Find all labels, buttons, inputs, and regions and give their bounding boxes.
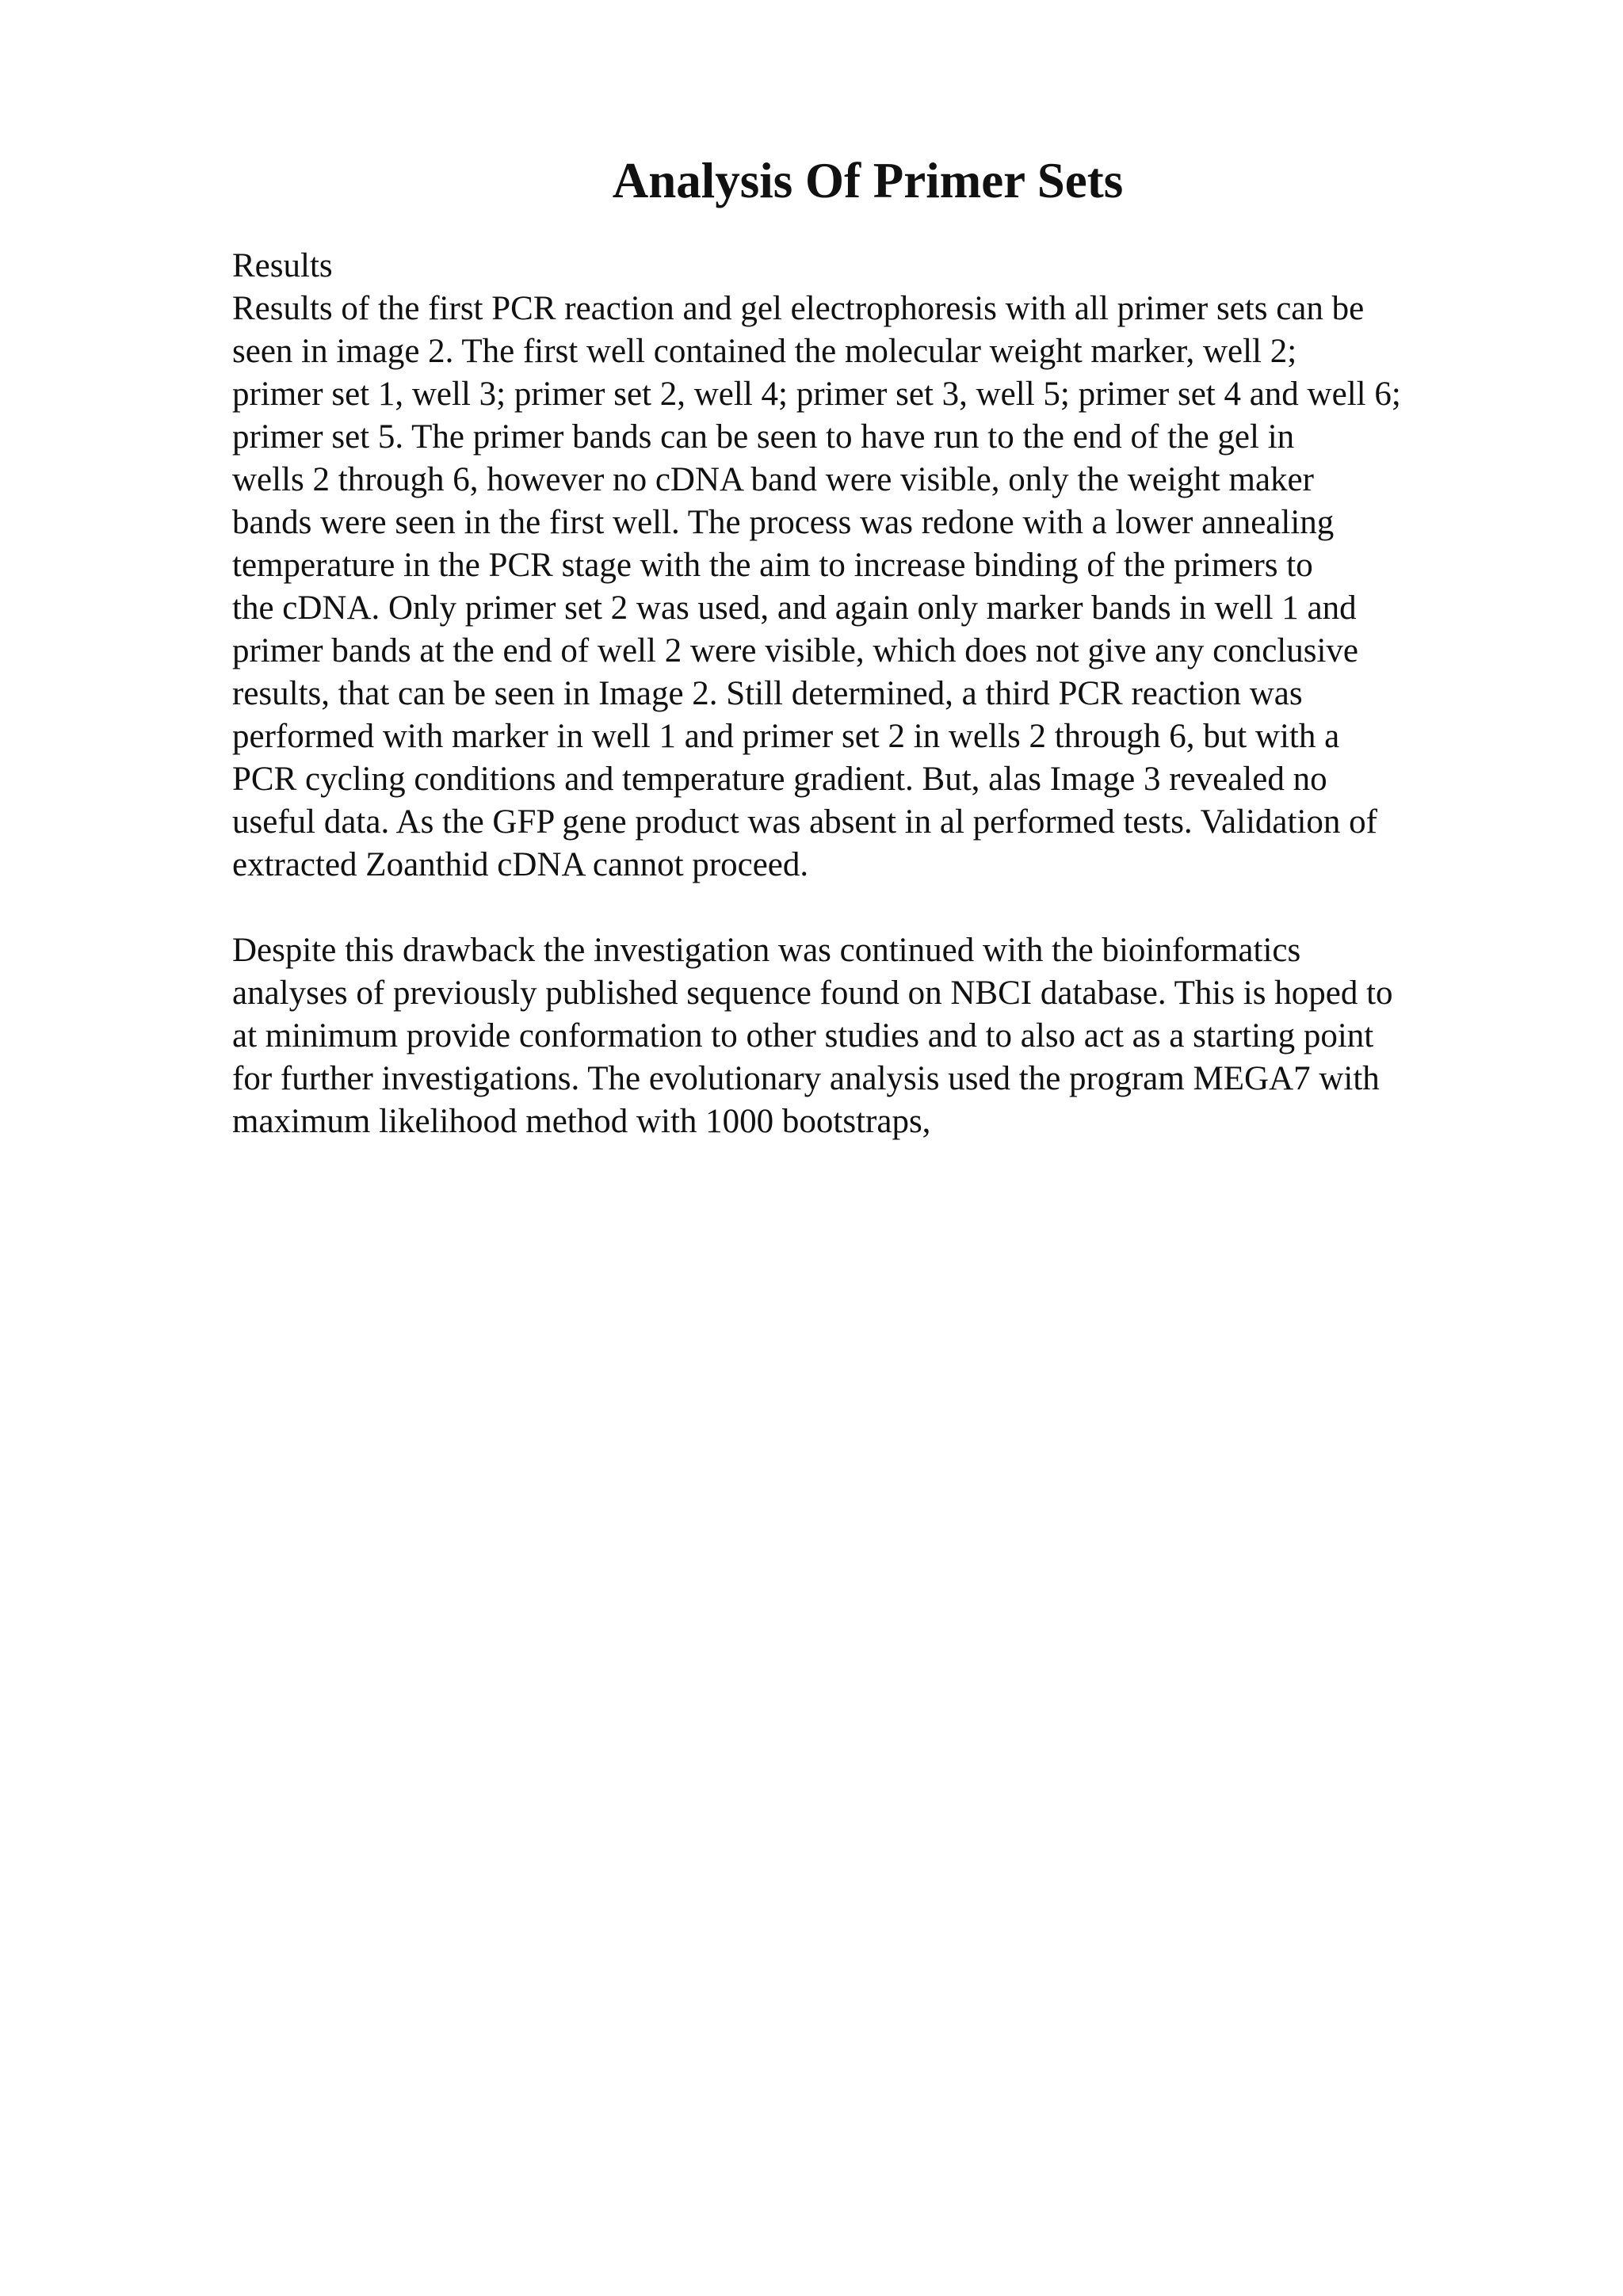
- text-line: temperature in the PCR stage with the aim to increase binding of the primers to: [232, 547, 1313, 584]
- text-line: for further investigations. The evolutionary analysis used the program MEGA7 with: [232, 1060, 1380, 1097]
- text-line: PCR cycling conditions and temperature gradient. But, alas Image 3 revealed no: [232, 761, 1327, 798]
- text-line: Results of the first PCR reaction and gel electrophoresis with all primer sets can be: [232, 290, 1365, 327]
- document-body: [232, 245, 1516, 1143]
- text-line: the cDNA. Only primer set 2 was used, and again only marker bands in well 1 and: [232, 589, 1357, 627]
- text-line: primer bands at the end of well 2 were visible, which does not give any conclusive: [232, 632, 1358, 669]
- text-line: seen in image 2. The first well contained the molecular weight marker, well 2;: [232, 333, 1297, 370]
- section-heading: Results: [232, 247, 333, 284]
- text-line: useful data. As the GFP gene product was absent in al performed tests. Validation of: [232, 803, 1377, 841]
- paragraph-bioinformatics: [232, 929, 1516, 1143]
- text-line: at minimum provide conformation to other studies and to also act as a starting point: [232, 1017, 1374, 1055]
- text-line: wells 2 through 6, however no cDNA band were visible, only the weight maker: [232, 461, 1314, 498]
- text-line: extracted Zoanthid cDNA cannot proceed.: [232, 846, 809, 883]
- text-line: results, that can be seen in Image 2. Still determined, a third PCR reaction was: [232, 675, 1303, 712]
- paragraph-gap: [232, 887, 1516, 929]
- text-line: primer set 5. The primer bands can be seen to have run to the end of the gel in: [232, 418, 1295, 456]
- text-line: maximum likelihood method with 1000 bootstraps,: [232, 1103, 931, 1140]
- page-title: Analysis Of Primer Sets: [612, 153, 1124, 208]
- text-line: performed with marker in well 1 and primer set 2 in wells 2 through 6, but with a: [232, 718, 1340, 755]
- text-line: Despite this drawback the investigation was continued with the bioinformatics: [232, 932, 1301, 969]
- text-line: analyses of previously published sequence found on NBCI database. This is hoped to: [232, 974, 1393, 1012]
- text-line: primer set 1, well 3; primer set 2, well 4; primer set 3, well 5; primer set 4 and well 6;: [232, 376, 1401, 413]
- text-line: bands were seen in the first well. The process was redone with a lower annealing: [232, 504, 1335, 541]
- paragraph-results: [232, 288, 1516, 887]
